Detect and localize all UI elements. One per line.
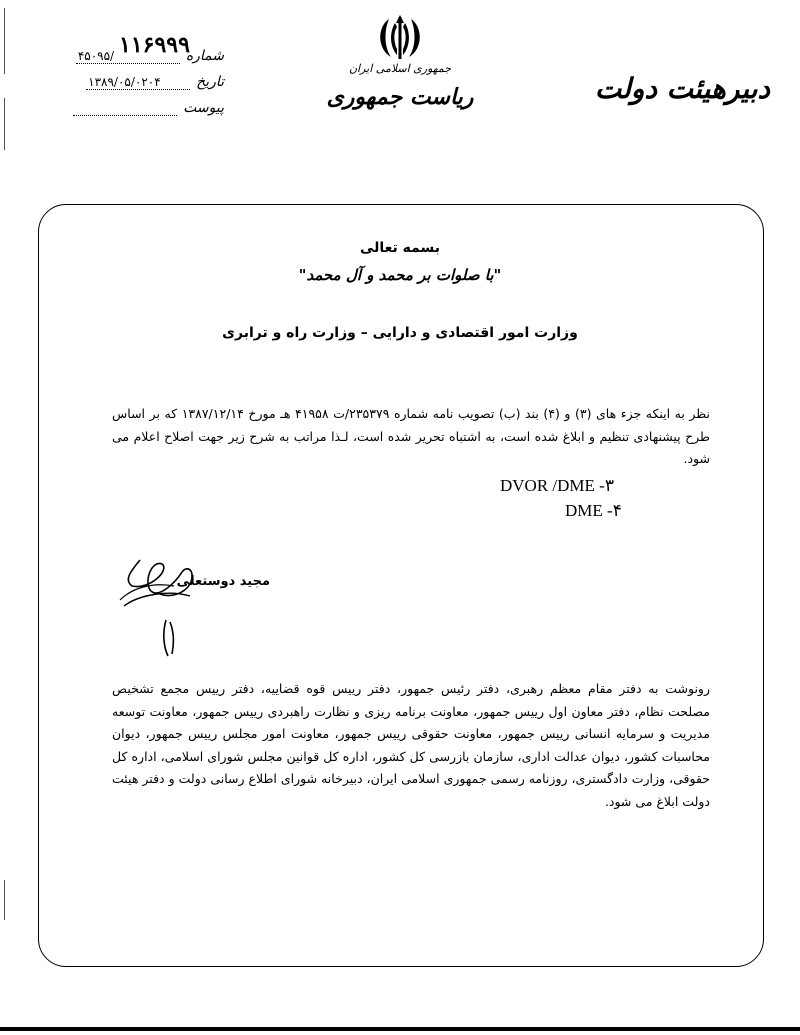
attachment-label: پیوست (183, 100, 224, 116)
basmala: بسمه تعالی (359, 240, 441, 256)
carbon-copy-list: رونوشت به دفتر مقام معظم رهبری، دفتر رئیس جمهور، دفتر رییس قوه قضاییه، دفتر رییس مجمع تشخیص مصلحت نظام، دفتر معاون اول رییس جمهور، معاونت برنامه ریزی و نظارت راهبردی رییس جمهور، معاونت توسعه مدیریت و سرمایه انسانی رییس جمهور، معاونت حقوقی رییس جمهور، معاونت امور مجلس رییس جمهور، دیوان محاسبات کشور، دیوان عدالت اداری، سازمان بازرسی کل کشور، اداره کل قوانین مجلس شورای اسلامی، اداره کل حقوقی، وزارت دادگستری، روزنامه رسمی جمهوری اسلامی ایران، دبیرخانه شورای اطلاع رسانی دولت و دفتر هیئت دولت ابلاغ می شود. (112, 681, 710, 809)
correction-list (500, 473, 622, 523)
cabinet-secretariat-title: دبیرهیئت دولت (594, 72, 770, 105)
attachment-field (24, 100, 224, 116)
date-label: تاریخ (196, 74, 224, 90)
iran-emblem-icon (375, 15, 425, 61)
handwritten-signature (110, 550, 210, 660)
attachment-value (73, 115, 177, 116)
number-label: شماره (185, 48, 224, 64)
country-name: جمهوری اسلامی ایران (348, 62, 452, 75)
salavat-line: "با صلوات بر محمد و آل محمد" (298, 266, 502, 284)
addressee: وزارت امور اقتصادی و دارایی – وزارت راه و ترابری (222, 325, 578, 341)
margin-line (4, 98, 5, 150)
signer-name: مجید دوستعلی (176, 574, 270, 589)
correction-item: DME -۴ (565, 501, 622, 520)
letter-body: نظر به اینکه جزء های (۳) و (۴) بند (ب) تصویب نامه شماره ۲۳۵۳۷۹/ت ۴۱۹۵۸ هـ مورخ ۱۳۸۷/۱۲/۱۴ که بر اساس طرح پیشنهادی تنظیم و ابلاغ شده است، به اشتباه تحریر شده است، لـذا مراتب به شرح زیر جهت اصلاح اعلام می شود. (112, 406, 711, 466)
page-bottom-rule (0, 1027, 800, 1031)
correction-item: DVOR /DME -۳ (500, 476, 614, 495)
number-value: ۴۵۰۹۵/ (76, 49, 180, 64)
margin-line (4, 880, 5, 920)
handwritten-number: ۱۱۶۹۹۹ (119, 32, 190, 58)
date-field (24, 74, 224, 90)
margin-line (4, 8, 5, 74)
number-field (24, 48, 224, 64)
date-value: ۱۳۸۹/۰۵/۰۲۰۴ (86, 75, 190, 90)
presidency-title: ریاست جمهوری (326, 84, 474, 110)
